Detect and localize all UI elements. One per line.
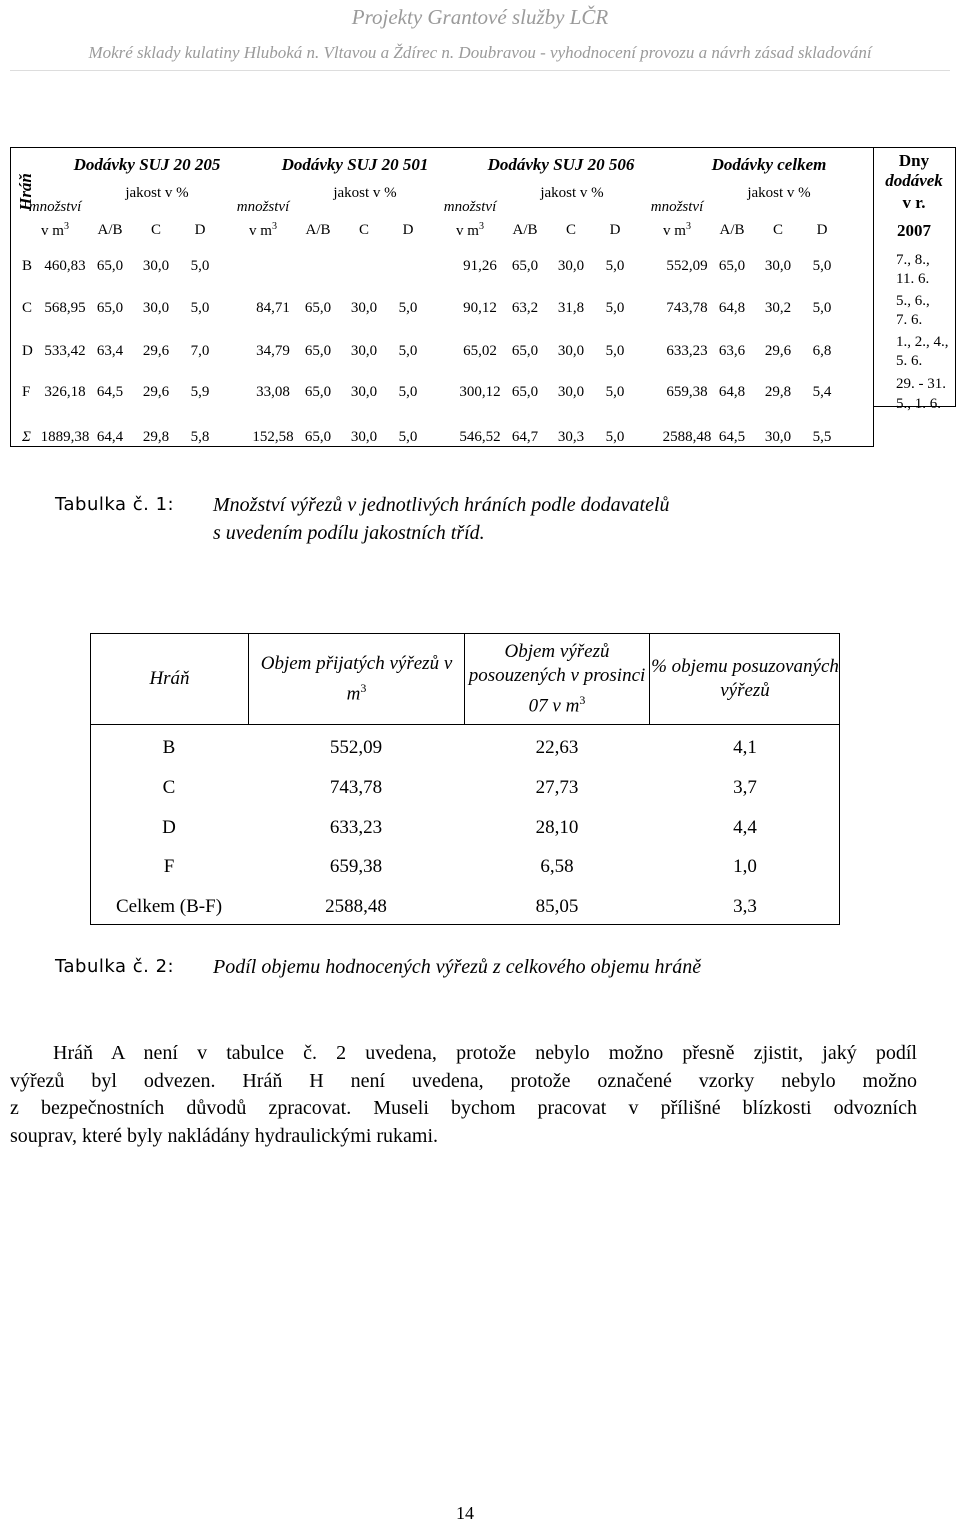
paragraph-line-4: souprav, které byly nakládány hydraulickými rukami.	[10, 1124, 439, 1147]
table-cell: 30,0	[557, 258, 585, 274]
table-cell: 65,0	[304, 429, 332, 445]
table-cell: 30,0	[557, 343, 585, 359]
table-2-cell: 6,58	[540, 856, 574, 877]
caption-1	[55, 494, 855, 554]
days-entry: 5. 6.	[896, 353, 923, 369]
table-cell: 5,0	[398, 300, 418, 316]
days-entry: 7., 8.,	[896, 252, 930, 268]
table-cell: 633,23	[666, 343, 708, 359]
table-cell: 6,8	[812, 343, 832, 359]
table-cell: 33,08	[256, 384, 290, 400]
table-2-cell: 4,1	[733, 737, 757, 758]
table-2-cell: 4,4	[733, 817, 757, 838]
table-2	[90, 633, 840, 925]
table-cell: 5,0	[398, 384, 418, 400]
group-header-total: Dodávky celkem	[711, 155, 827, 174]
quality-label-0: jakost v %	[125, 185, 189, 201]
qty-label-2: množství	[443, 199, 497, 215]
table-2-cell: 659,38	[329, 856, 383, 877]
table-cell: 29,6	[142, 343, 170, 359]
table-cell: 5,0	[398, 343, 418, 359]
quality-label-3: jakost v %	[747, 185, 811, 201]
unit-sup: 3	[478, 221, 484, 232]
header-divider	[10, 70, 950, 71]
table-cell: 84,71	[256, 300, 290, 316]
table-cell: 5,0	[398, 429, 418, 445]
unit-text: v m	[249, 223, 272, 239]
class-label-3-2: D	[816, 222, 828, 238]
t2-header-received-label: Objem přijatých výřezů v m	[260, 652, 453, 705]
days-entry: 5., 6.,	[896, 293, 930, 309]
table-cell: 30,0	[557, 384, 585, 400]
row-id: Σ	[22, 429, 31, 445]
table-cell: 5,0	[190, 258, 210, 274]
table-2-cell: 27,73	[535, 777, 579, 798]
table-cell: 64,4	[96, 429, 124, 445]
table-cell: 568,95	[44, 300, 86, 316]
table-cell: 552,09	[666, 258, 708, 274]
table-cell: 34,79	[256, 343, 290, 359]
table-cell: 2588,48	[662, 429, 712, 445]
page-number: 14	[456, 1503, 474, 1523]
class-label-0-0: A/B	[97, 222, 123, 238]
unit-text: v m	[41, 223, 64, 239]
table-2-cell: F	[163, 856, 175, 877]
caption-1-label: Tabulka č. 1:	[55, 494, 175, 515]
table-cell: 90,12	[463, 300, 497, 316]
table-cell: 1889,38	[40, 429, 90, 445]
caption-2-text: Podíl objemu hodnocených výřezů z celkového objemu hráně	[213, 956, 702, 978]
class-label-0-2: D	[194, 222, 206, 238]
group-header-20205: Dodávky SUJ 20 205	[73, 155, 221, 174]
qty-label-1: množství	[236, 199, 290, 215]
table-2-cell: 22,63	[535, 737, 579, 758]
unit-sup: 3	[271, 221, 277, 232]
class-label-0-1: C	[150, 222, 162, 238]
table-cell: 63,6	[718, 343, 746, 359]
row-id: F	[22, 384, 31, 400]
days-header-4: 2007	[897, 221, 931, 240]
table-cell: 30,0	[350, 429, 378, 445]
table-2-cell: 3,7	[733, 777, 757, 798]
table-2-cell: B	[162, 737, 176, 758]
table-cell: 30,0	[350, 343, 378, 359]
table-cell: 64,8	[718, 300, 746, 316]
paragraph-line-2: výřezů byl odvezen. Hráň H není uvedena, protože označené vzorky nebylo možno	[10, 1069, 917, 1092]
quality-label-2: jakost v %	[540, 185, 604, 201]
table-cell: 300,12	[459, 384, 501, 400]
table-cell: 91,26	[463, 258, 497, 274]
group-header-20506: Dodávky SUJ 20 506	[487, 155, 635, 174]
t2-header-assessed-sup: 3	[579, 692, 586, 707]
days-entry: 5., 1. 6.	[896, 396, 941, 412]
table-cell: 29,6	[142, 384, 170, 400]
table-cell: 5,4	[812, 384, 832, 400]
unit-text: v m	[456, 223, 479, 239]
t2-header-received-text	[249, 652, 464, 706]
table-cell: 743,78	[666, 300, 708, 316]
qty-label-3: množství	[650, 199, 704, 215]
table-cell: 65,0	[718, 258, 746, 274]
days-entry: 11. 6.	[896, 271, 930, 287]
table-cell: 5,0	[190, 300, 210, 316]
caption-2	[55, 956, 875, 986]
table-2-cell: C	[162, 777, 176, 798]
table-2-cell: 552,09	[329, 737, 383, 758]
table-cell: 5,0	[605, 429, 625, 445]
table-cell: 533,42	[44, 343, 86, 359]
days-header-1: Dny	[898, 151, 930, 170]
table-2-cell: 2588,48	[325, 896, 387, 917]
table-2-cell: 85,05	[535, 896, 579, 917]
table-cell: 659,38	[666, 384, 708, 400]
caption-1-line-2: s uvedením podílu jakostních tříd.	[213, 522, 485, 544]
class-label-3-0: A/B	[719, 222, 745, 238]
table-cell: 64,5	[96, 384, 124, 400]
t2-header-hran	[91, 634, 248, 724]
t2-header-percent-text: % objemu posuzovaných výřezů	[651, 656, 839, 701]
table-1-corner-label: Hráň	[16, 173, 35, 211]
qty-label-0: množství	[28, 199, 82, 215]
table-cell: 65,0	[96, 258, 124, 274]
table-2-cell: 743,78	[329, 777, 383, 798]
row-id: B	[22, 258, 33, 274]
header-subtitle: Mokré sklady kulatiny Hluboká n. Vltavou a Ždírec n. Doubravou - vyhodnocení provozu a návrh zásad skladování	[88, 43, 872, 62]
table-cell: 5,0	[812, 300, 832, 316]
unit-sup: 3	[685, 221, 691, 232]
table-cell: 546,52	[459, 429, 501, 445]
table-cell: 5,0	[605, 343, 625, 359]
days-entry: 1., 2., 4.,	[896, 334, 949, 350]
table-2-cell: 1,0	[733, 856, 757, 877]
table-cell: 65,0	[511, 258, 539, 274]
table-cell: 30,0	[142, 300, 170, 316]
table-cell: 63,2	[511, 300, 539, 316]
t2-header-hran-text: Hráň	[149, 668, 190, 689]
unit-label-0	[41, 221, 69, 240]
table-cell: 29,8	[764, 384, 792, 400]
caption-2-label: Tabulka č. 2:	[55, 956, 175, 977]
table-cell: 5,0	[605, 300, 625, 316]
table-cell: 460,83	[44, 258, 86, 274]
table-cell: 30,0	[350, 384, 378, 400]
table-cell: 30,2	[764, 300, 792, 316]
class-label-1-1: C	[358, 222, 370, 238]
table-cell: 65,0	[304, 384, 332, 400]
class-label-2-0: A/B	[512, 222, 538, 238]
days-header-2: dodávek	[885, 171, 943, 190]
table-cell: 7,0	[190, 343, 210, 359]
days-entry: 7. 6.	[896, 312, 923, 328]
table-2-cell: 633,23	[329, 817, 383, 838]
table-cell: 65,0	[304, 343, 332, 359]
unit-label-2	[456, 221, 484, 240]
group-header-20501: Dodávky SUJ 20 501	[281, 155, 429, 174]
t2-header-assessed-text	[465, 640, 649, 718]
unit-label-3	[663, 221, 691, 240]
paragraph-line-1: Hráň A není v tabulce č. 2 uvedena, protože nebylo možno přesně zjistit, jaký podíl	[53, 1042, 917, 1064]
table-cell: 5,0	[812, 258, 832, 274]
days-entry: 29. - 31.	[896, 376, 946, 392]
caption-1-line-1: Množství výřezů v jednotlivých hráních podle dodavatelů	[213, 494, 670, 516]
table-cell: 30,3	[557, 429, 585, 445]
t2-header-rule	[91, 724, 839, 725]
table-cell: 29,8	[142, 429, 170, 445]
header-title: Projekty Grantové služby LČR	[351, 5, 609, 29]
row-id: D	[22, 343, 33, 359]
days-header-3: v r.	[902, 193, 926, 212]
table-cell: 30,0	[142, 258, 170, 274]
table-cell: 65,0	[304, 300, 332, 316]
table-cell: 65,0	[511, 384, 539, 400]
row-id: C	[22, 300, 33, 316]
table-cell: 5,5	[812, 429, 832, 445]
t2-header-assessed-label: Objem výřezů posouzených v prosinci 07 v m	[468, 640, 646, 717]
table-cell: 152,58	[252, 429, 294, 445]
table-cell: 63,4	[96, 343, 124, 359]
quality-label-1: jakost v %	[333, 185, 397, 201]
table-2-cell: 3,3	[733, 896, 757, 917]
unit-label-1	[249, 221, 277, 240]
table-cell: 64,5	[718, 429, 746, 445]
table-cell: 5,0	[605, 384, 625, 400]
body-paragraph	[10, 1040, 917, 1150]
t2-header-received-sup: 3	[360, 680, 367, 695]
table-cell: 64,8	[718, 384, 746, 400]
table-2-cell: 28,10	[535, 817, 579, 838]
table-cell: 31,8	[557, 300, 585, 316]
class-label-2-1: C	[565, 222, 577, 238]
unit-text: v m	[663, 223, 686, 239]
table-cell: 30,0	[764, 429, 792, 445]
table-cell: 326,18	[44, 384, 86, 400]
t2-header-assessed	[465, 634, 649, 724]
table-cell: 5,8	[190, 429, 210, 445]
table-cell: 5,9	[190, 384, 210, 400]
t2-header-percent	[650, 634, 840, 724]
table-cell: 5,0	[605, 258, 625, 274]
table-cell: 29,6	[764, 343, 792, 359]
table-cell: 30,0	[764, 258, 792, 274]
unit-sup: 3	[63, 221, 69, 232]
paragraph-line-3: z bezpečnostních důvodů zpracovat. Museli bychom pracovat v přílišné blízkosti odvozních	[10, 1097, 917, 1119]
table-2-cell: D	[162, 817, 176, 838]
table-cell: 65,0	[511, 343, 539, 359]
table-1	[10, 147, 956, 447]
table-cell: 65,02	[463, 343, 497, 359]
class-label-2-2: D	[609, 222, 621, 238]
table-cell: 65,0	[96, 300, 124, 316]
table-cell: 30,0	[350, 300, 378, 316]
class-label-1-2: D	[402, 222, 414, 238]
table-cell: 64,7	[511, 429, 539, 445]
class-label-3-1: C	[772, 222, 784, 238]
table-2-cell: Celkem (B-F)	[115, 896, 223, 917]
class-label-1-0: A/B	[305, 222, 331, 238]
t2-header-received	[249, 634, 464, 724]
